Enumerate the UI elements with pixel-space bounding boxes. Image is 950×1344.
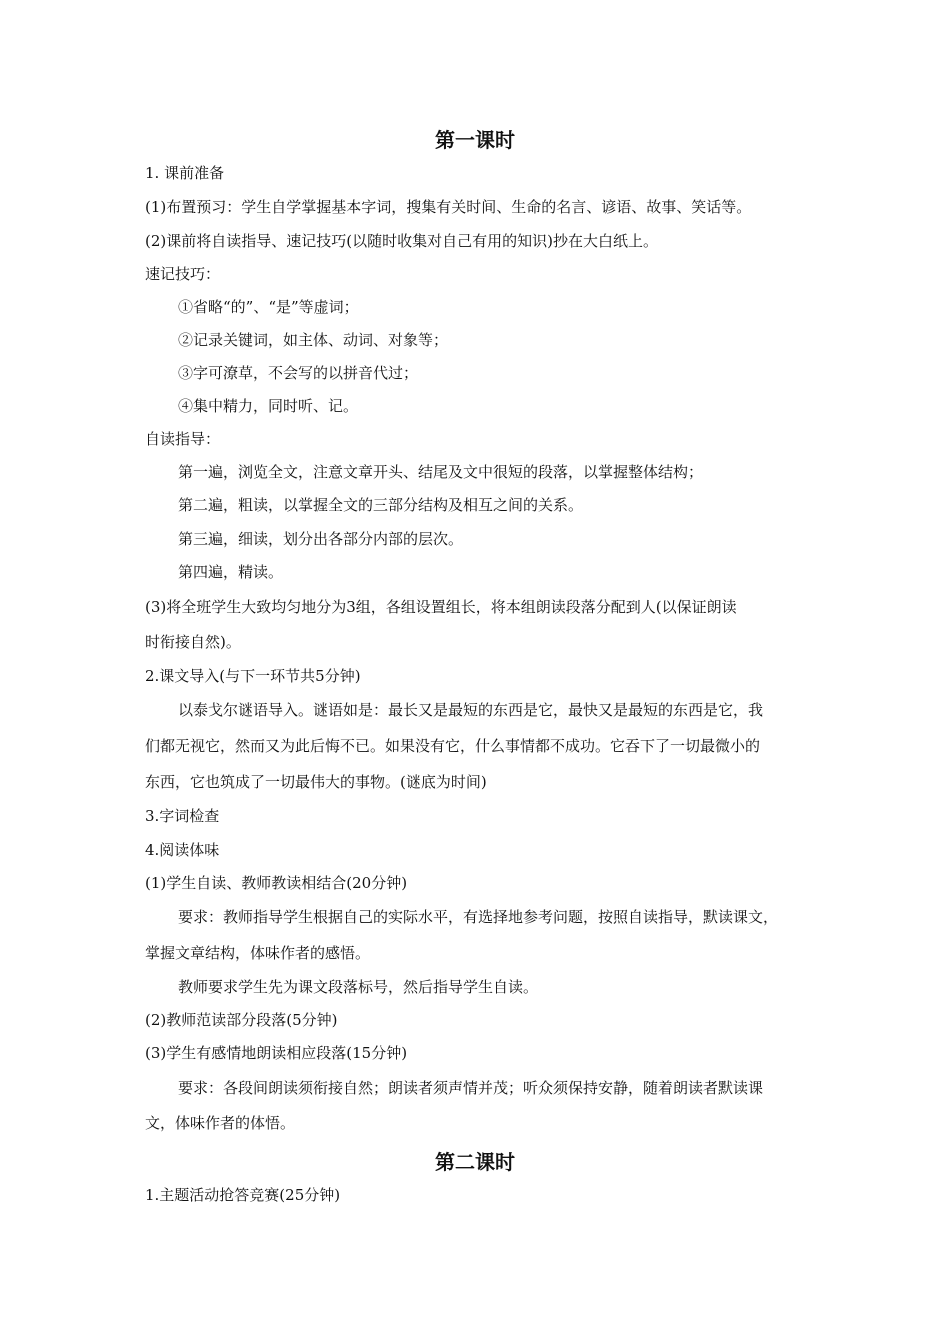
text-line: (3)将全班学生大致均匀地分为3组，各组设置组长，将本组朗读段落分配到人(以保证朗读 — [145, 598, 737, 616]
text-line: 自读指导： — [145, 430, 221, 448]
text-line: ③字可潦草，不会写的以拼音代过； — [178, 364, 419, 382]
text-line: 4.阅读体味 — [145, 841, 220, 859]
text-line: (2)课前将自读指导、速记技巧(以随时收集对自己有用的知识)抄在大白纸上。 — [145, 232, 658, 250]
text-line: 们都无视它，然而又为此后悔不已。如果没有它，什么事情都不成功。它吞下了一切最微小的 — [145, 737, 761, 755]
lesson2-title: 第二课时 — [435, 1150, 515, 1174]
text-line: 1.主题活动抢答竞赛(25分钟) — [145, 1186, 341, 1204]
text-line: (1)学生自读、教师教读相结合(20分钟) — [145, 874, 408, 892]
text-line: 第三遍，细读，划分出各部分内部的层次。 — [178, 530, 464, 548]
text-line: 1. 课前准备 — [145, 164, 225, 182]
text-line: 东西，它也筑成了一切最伟大的事物。(谜底为时间) — [145, 773, 487, 791]
text-line: 以泰戈尔谜语导入。谜语如是：最长又是最短的东西是它，最快又是最短的东西是它，我 — [178, 701, 764, 719]
text-line: 掌握文章结构，体味作者的感悟。 — [145, 944, 371, 962]
text-line: 第四遍，精读。 — [178, 563, 284, 581]
text-line: 时衔接自然)。 — [145, 633, 241, 651]
text-line: 第一遍，浏览全文，注意文章开头、结尾及文中很短的段落，以掌握整体结构； — [178, 463, 704, 481]
text-line: ④集中精力，同时听、记。 — [178, 397, 359, 415]
text-line: 教师要求学生先为课文段落标号，然后指导学生自读。 — [178, 978, 539, 996]
text-line: 3.字词检查 — [145, 807, 220, 825]
text-line: 文，体味作者的体悟。 — [145, 1114, 296, 1132]
text-line: 第二遍，粗读，以掌握全文的三部分结构及相互之间的关系。 — [178, 496, 584, 514]
text-line: ②记录关键词，如主体、动词、对象等； — [178, 331, 449, 349]
text-line: 要求：教师指导学生根据自己的实际水平，有选择地参考问题，按照自读指导，默读课文， — [178, 908, 779, 926]
lesson1-title: 第一课时 — [435, 128, 515, 152]
text-line: (3)学生有感情地朗读相应段落(15分钟) — [145, 1044, 408, 1062]
text-line: (2)教师范读部分段落(5分钟) — [145, 1011, 338, 1029]
text-line: ①省略“的”、“是”等虚词； — [178, 298, 359, 316]
text-line: 2.课文导入(与下一环节共5分钟) — [145, 667, 361, 685]
text-line: 要求：各段间朗读须衔接自然；朗读者须声情并茂；听众须保持安静，随着朗读者默读课 — [178, 1079, 764, 1097]
text-line: (1)布置预习：学生自学掌握基本字词，搜集有关时间、生命的名言、谚语、故事、笑话等。 — [145, 198, 752, 216]
text-line: 速记技巧： — [145, 265, 221, 283]
